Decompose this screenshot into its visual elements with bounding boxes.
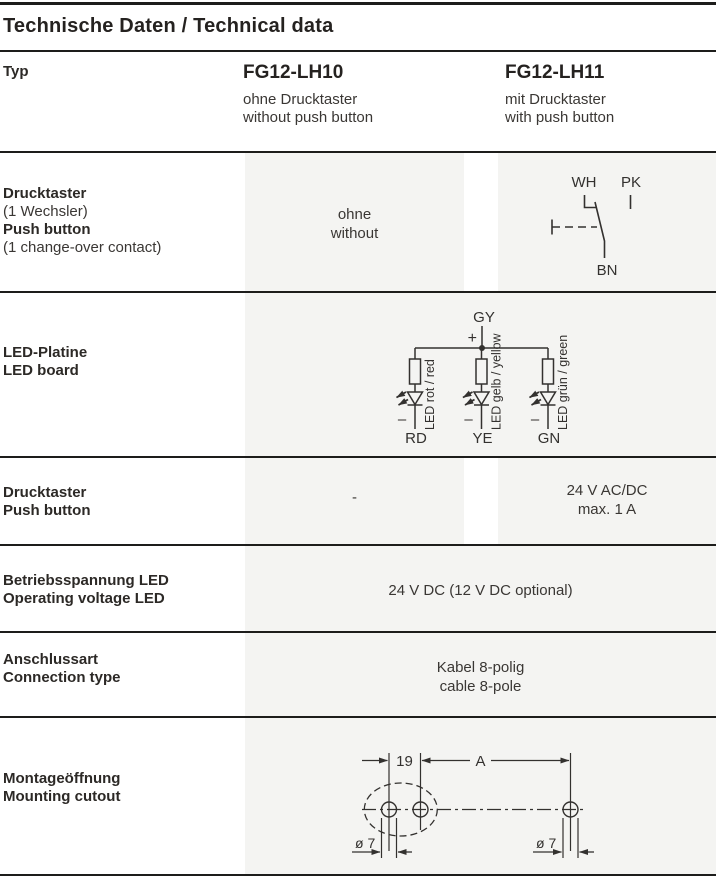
typ-label: Typ xyxy=(3,63,29,80)
pushbutton-label-en: Push button xyxy=(3,221,91,238)
resistor-symbol xyxy=(410,359,421,384)
rating-value-cell xyxy=(498,481,716,519)
resistor-symbol xyxy=(476,359,487,384)
led-emission-arrow xyxy=(399,400,409,406)
model2-sub-en: with push button xyxy=(505,109,615,126)
pushbutton-row-label xyxy=(3,185,161,257)
pushbutton-value-de: ohne xyxy=(337,206,372,223)
mounting-label-de: Montageöffnung xyxy=(3,770,121,787)
resistor-symbol xyxy=(543,359,554,384)
led-label-en: LED board xyxy=(3,362,79,379)
pushbutton-value-cell xyxy=(245,205,464,243)
led-label-de: LED-Platine xyxy=(3,344,88,361)
model1-sub-de: ohne Drucktaster xyxy=(243,91,358,108)
connection-value-cell xyxy=(245,658,716,696)
connection-label-en: Connection type xyxy=(3,669,121,686)
led-gy-label: GY xyxy=(473,309,495,326)
led-branch-green xyxy=(530,335,571,447)
led-color-label: LED grün / green xyxy=(556,334,570,430)
rule-3 xyxy=(0,456,716,458)
led-wire-code: YE xyxy=(472,430,493,447)
led-emission-arrow xyxy=(397,392,407,398)
led-symbol xyxy=(541,392,556,405)
dia-left-value: ø 7 xyxy=(355,835,376,851)
mounting-cutout-drawing xyxy=(245,716,716,874)
dimA-value: A xyxy=(475,753,486,770)
led-minus-sign: – xyxy=(397,411,407,428)
rule-4 xyxy=(0,544,716,546)
led-emission-arrow xyxy=(463,392,473,398)
switch-diagram xyxy=(498,151,716,292)
led-color-label: LED gelb / yellow xyxy=(489,333,504,430)
pushbutton-label-de: Drucktaster xyxy=(3,185,87,202)
led-emission-arrow xyxy=(530,392,540,398)
pushbutton-label-en2: (1 change-over contact) xyxy=(3,239,162,256)
rule-top xyxy=(0,2,716,5)
rating-value-none: - xyxy=(352,489,357,506)
voltage-value: 24 V DC (12 V DC optional) xyxy=(388,582,573,599)
led-wire-code: GN xyxy=(537,430,561,447)
led-board-diagram xyxy=(245,291,716,456)
voltage-label-de: Betriebsspannung LED xyxy=(3,572,169,589)
led-minus-sign: – xyxy=(464,411,473,428)
led-symbol xyxy=(474,392,489,405)
led-color-label: LED rot / red xyxy=(423,359,437,430)
page-title: Technische Daten / Technical data xyxy=(3,15,334,37)
led-branch-red xyxy=(397,348,438,447)
voltage-label-en: Operating voltage LED xyxy=(3,590,165,607)
mounting-label-en: Mounting cutout xyxy=(3,788,121,805)
rule-under-title xyxy=(0,50,716,52)
rating-label-en: Push button xyxy=(3,502,91,519)
led-emission-arrow xyxy=(465,400,475,406)
dim19-value: 19 xyxy=(396,753,413,770)
rule-5 xyxy=(0,631,716,633)
rating-current: max. 1 A xyxy=(577,501,637,518)
led-minus-sign: – xyxy=(530,411,540,428)
dia-right-value: ø 7 xyxy=(536,835,557,851)
rating-label-de: Drucktaster xyxy=(3,484,87,501)
led-plus-sign: + xyxy=(467,330,477,347)
switch-mover xyxy=(595,202,605,258)
led-wire-code: RD xyxy=(405,430,427,447)
connection-value-de: Kabel 8-polig xyxy=(436,659,525,676)
model2-name: FG12-LH11 xyxy=(505,62,605,83)
led-symbol xyxy=(408,392,423,405)
switch-wh-label: WH xyxy=(571,174,597,191)
led-emission-arrow xyxy=(532,400,542,406)
pushbutton-label-de2: (1 Wechsler) xyxy=(3,203,88,220)
switch-bn-label: BN xyxy=(596,262,618,279)
connection-label-de: Anschlussart xyxy=(3,651,99,668)
switch-pk-label: PK xyxy=(620,174,642,191)
model2-sub-de: mit Drucktaster xyxy=(505,91,606,108)
rating-voltage: 24 V AC/DC xyxy=(566,482,648,499)
model1-sub-en: without push button xyxy=(243,109,374,126)
pushbutton-value-en: without xyxy=(330,225,379,242)
model1-name: FG12-LH10 xyxy=(243,62,344,83)
connection-value-en: cable 8-pole xyxy=(439,678,522,695)
rule-bottom xyxy=(0,874,716,876)
